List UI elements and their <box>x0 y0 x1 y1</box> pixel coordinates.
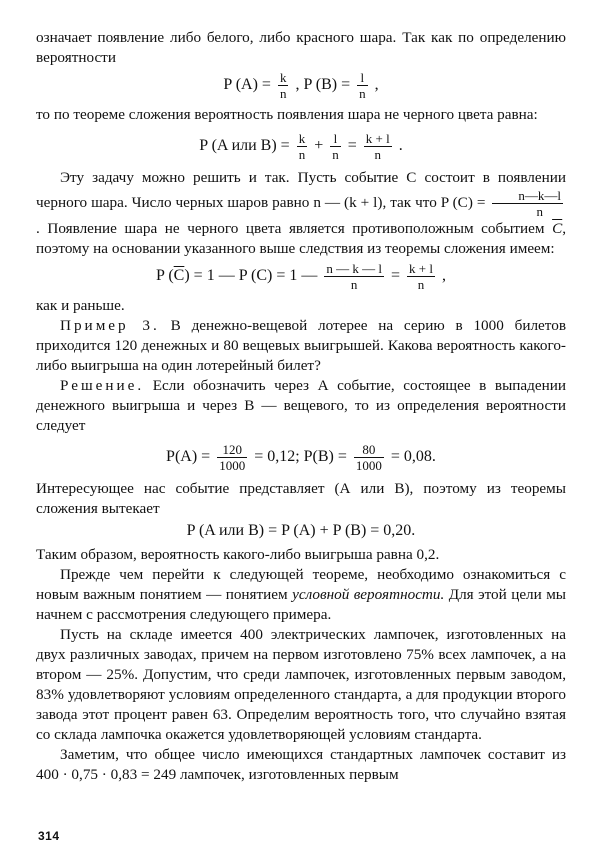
paragraph: Таким образом, вероятность какого-либо выигрыша равна 0,2. <box>36 546 440 563</box>
paragraph: то по теореме сложения вероятность появления шара не черного цвета равна: <box>36 106 538 123</box>
solution-paragraph: Решение. Если обозначить через А событие, состоящее в выпадении денежного выигрыша и через В — вещевого, то из определения вероятности следует <box>36 377 566 434</box>
formula-complement: P $(\overline{C}) = 1$ — P (C) = 1 — $\frac{n — k — l}{n}$ = $\frac{k + l}{n}$ , <box>156 261 446 292</box>
paragraph: Заметим, что общее число имеющихся стандартных лампочек составит из 400 · 0,75 · 0,83 = 249 лампочек, изготовленных первым <box>36 746 566 783</box>
formula-p-a-p-b: P (A) = $\frac{k}{n}$ , P (B) = $\frac{l}{n}$ , <box>223 70 379 101</box>
paragraph: Интересующее нас событие представляет (А или В), поэтому из теоремы сложения вытекает <box>36 480 566 517</box>
example-paragraph: Пример 3. В денежно-вещевой лотерее на серию в 1000 билетов приходится 120 денежных и 80 вещевых выигрышей. Какова вероятность какого-либо выигрыша на один лотерейный билет? <box>36 317 566 374</box>
paragraph: Пусть на складе имеется 400 электрических лампочек, изготовленных на двух различных заводах, причем на первом изготовлено 75% всех лампочек, а на втором — 25%. Допустим, что среди лампочек, изготовленных первым заводом, 83% удовлетворяют условиям определенного стандарта, а для продукции второго завода этот процент равен 63. Определим вероятность того, что случайно взятая со склада лампочка окажется удовлетворяющей условиям стандарта. <box>36 626 566 743</box>
book-page <box>36 28 566 785</box>
page-number: 314 <box>38 829 60 843</box>
formula-lottery: P(A) = $\frac{120}{1000}$ = 0,12; P(B) = $\frac{80}{1000}$ = 0,08. <box>166 442 436 473</box>
formula-sum: P (A или B) = P (A) + P (B) = 0,20. <box>186 522 416 539</box>
term-conditional-probability: условной вероятности. <box>292 586 445 603</box>
paragraph: означает появление либо белого, либо красного шара. Так как по определению вероятности <box>36 29 566 66</box>
paragraph: как и раньше. <box>36 297 125 314</box>
paragraph: Прежде чем перейти к следующей теореме, необходимо ознакомиться с новым важным понятием — понятием условной вероятности. Для этой цели мы начнем с рассмотрения следующего примера. <box>36 566 567 623</box>
paragraph: Эту задачу можно решить и так. Пусть событие С состоит в появлении черного шара. Число черных шаров равно n — (k + l), так что P (C) = $\frac{n—k—l}{n}$ . Появление шара не черного цвета является противоположным событием $\overline{C}$, поэтому на основании указанного выше следствия из теоремы сложения имеем: <box>36 169 567 257</box>
formula-addition: P (A или B) = $\frac{k}{n}$ + $\frac{l}{n}$ = $\frac{k + l}{n}$ . <box>199 131 403 162</box>
